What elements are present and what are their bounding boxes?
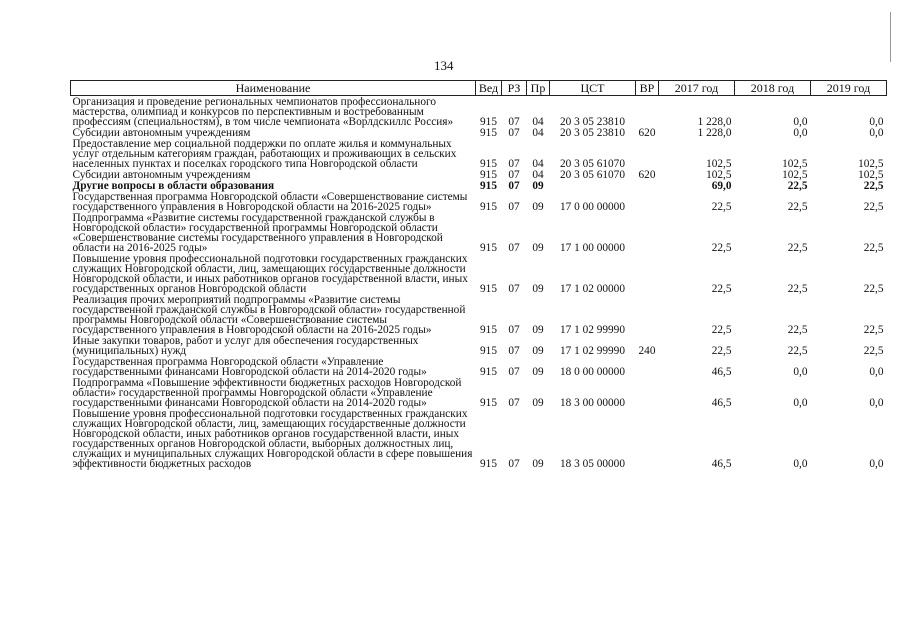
row-ved: 915 [480,180,497,192]
row-ved: 915 [480,458,497,470]
row-vr [636,356,659,377]
row-rz: 07 [508,324,520,336]
row-name: Повышение уровня профессиональной подготовки государственных гражданских служащих Новгородской области, лиц, замещающих государственные должности Новгородской области, иных работников органов государственной власти, иных государственных органов Новгородской области, выборных должностных лиц, служащих и муниципальных служащих Новгородской области в сфере повышения эффективности бюджетных расходов [72,408,473,470]
row-rz: 07 [508,283,520,295]
row-ved: 915 [480,397,497,409]
page-edge-mark [890,12,891,62]
row-name: Реализация прочих мероприятий подпрограммы «Развитие системы государственной гражданской службы в Новгородской области» государственной программы Новгородской области «Совершенствование системы государственного управления в Новгородской области на 2016-2025 годы» [72,294,466,336]
row-2017: 22,5 [711,345,732,357]
row-name: Подпрограмма «Развитие системы государственной гражданской службы в Новгородской области» государственной программы Новгородской области «Совершенствование системы государственного управления в Новгородской области на 2016-2025 годы» [72,212,443,254]
row-vr [636,408,659,469]
row-vr [636,96,659,128]
table-row [71,127,887,138]
row-cst: 17 0 00 00000 [560,201,625,213]
row-2018: 22,5 [787,324,808,336]
row-name: Другие вопросы в области образования [72,180,275,192]
row-2018: 0,0 [793,116,808,128]
row-name: Субсидии автономным учреждениям [72,127,251,139]
row-2018: 22,5 [787,345,808,357]
row-rz: 07 [508,366,520,378]
table-row [71,138,887,169]
table-header [71,81,887,96]
header-ved: Вед [476,81,502,96]
table-row [71,377,887,408]
table-row [71,169,887,180]
row-pr: 04 [532,127,544,139]
row-2019: 22,5 [863,180,884,192]
row-cst: 17 1 02 00000 [560,283,625,295]
row-pr: 04 [532,116,544,128]
row-pr: 09 [532,324,544,336]
row-2018: 22,5 [787,283,808,295]
row-pr: 09 [532,180,544,192]
row-rz: 07 [508,158,520,170]
table-row [71,294,887,335]
row-ved: 915 [480,201,497,213]
row-cst [550,180,636,191]
row-ved: 915 [480,283,497,295]
page-number: 134 [434,58,454,73]
row-2019: 0,0 [869,366,884,378]
row-2019: 22,5 [863,201,884,213]
row-2018: 102,5 [782,169,808,181]
header-rz: РЗ [502,81,527,96]
row-rz: 07 [508,169,520,181]
row-2018: 22,5 [787,180,808,192]
table-row [71,253,887,294]
row-2017: 22,5 [711,283,732,295]
row-2017: 1 228,0 [697,116,732,128]
row-pr: 09 [532,201,544,213]
row-pr: 09 [532,397,544,409]
row-2019: 22,5 [863,242,884,254]
row-name: Государственная программа Новгородской области «Совершенствование системы государственного управления в Новгородской области на 2016-2025 годы» [72,191,468,213]
row-name: Предоставление мер социальной поддержки по оплате жилья и коммунальных услуг отдельным категориям граждан, работающих и проживающих в сельских населенных пунктах и поселках городского типа Новгородской области [72,138,457,170]
row-pr: 09 [532,366,544,378]
row-2017: 46,5 [711,366,732,378]
row-pr: 09 [532,345,544,357]
row-2019: 22,5 [863,324,884,336]
row-ved: 915 [480,345,497,357]
table-row [71,335,887,356]
row-vr [636,253,659,294]
header-cst: ЦСТ [550,81,636,96]
row-vr [636,138,659,169]
row-vr [636,212,659,253]
row-2018: 22,5 [787,242,808,254]
row-rz: 07 [508,201,520,213]
header-2018: 2018 год [735,81,811,96]
row-2018: 102,5 [782,158,808,170]
row-vr [636,191,659,212]
row-2017: 22,5 [711,324,732,336]
row-2017: 69,0 [711,180,732,192]
row-name: Субсидии автономным учреждениям [72,169,251,181]
row-cst: 17 1 00 00000 [560,242,625,254]
header-2019: 2019 год [811,81,887,96]
row-name: Иные закупки товаров, работ и услуг для обеспечения государственных (муниципальных) нужд [72,335,419,357]
row-name: Повышение уровня профессиональной подготовки государственных гражданских служащих Новгородской области, лиц, замещающих государственные должности Новгородской области, и иных работников органов государственной власти, иных государственных органов Новгородской области [72,253,468,295]
row-vr [636,180,659,191]
row-rz: 07 [508,242,520,254]
row-cst: 20 3 05 23810 [560,116,625,128]
row-2019: 0,0 [869,127,884,139]
table-row-section [71,180,887,191]
row-2017: 102,5 [706,169,732,181]
row-cst: 18 0 00 00000 [560,366,625,378]
table-row [71,356,887,377]
header-2017: 2017 год [659,81,735,96]
row-2018: 0,0 [793,366,808,378]
row-cst: 18 3 05 00000 [560,458,625,470]
table-row [71,408,887,469]
row-cst: 20 3 05 61070 [560,158,625,170]
row-pr: 09 [532,242,544,254]
row-2019: 0,0 [869,458,884,470]
row-ved: 915 [480,366,497,378]
table-row [71,191,887,212]
row-vr: 620 [638,169,656,181]
row-pr: 09 [532,283,544,295]
row-cst: 18 3 00 00000 [560,397,625,409]
table-row [71,212,887,253]
row-cst: 17 1 02 99990 [560,324,625,336]
row-2017: 46,5 [711,458,732,470]
row-name: Подпрограмма «Повышение эффективности бюджетных расходов Новгородской области» государственной программы Новгородской области «Управление государственными финансами Новгородской области на 2014-2020 годы» [72,377,462,409]
row-2017: 1 228,0 [697,127,732,139]
row-ved: 915 [480,116,497,128]
row-rz: 07 [508,397,520,409]
row-2017: 22,5 [711,242,732,254]
row-2019: 22,5 [863,283,884,295]
row-pr: 04 [532,158,544,170]
row-pr: 04 [532,169,544,181]
row-vr [636,377,659,408]
row-ved: 915 [480,127,497,139]
row-cst: 20 3 05 23810 [560,127,625,139]
row-2018: 22,5 [787,201,808,213]
table-row [71,96,887,128]
row-2019: 102,5 [858,158,884,170]
row-cst: 20 3 05 61070 [560,169,625,181]
row-2018: 0,0 [793,127,808,139]
row-2019: 0,0 [869,397,884,409]
header-vr: ВР [636,81,659,96]
row-cst: 17 1 02 99990 [560,345,625,357]
row-vr [636,294,659,335]
row-rz: 07 [508,127,520,139]
row-rz: 07 [508,180,520,192]
header-name: Наименование [71,81,476,96]
row-ved: 915 [480,158,497,170]
row-pr: 09 [532,458,544,470]
table-body [71,96,887,470]
budget-table [70,80,887,469]
header-pr: Пр [527,81,550,96]
row-2019: 0,0 [869,116,884,128]
row-2017: 102,5 [706,158,732,170]
row-2019: 102,5 [858,169,884,181]
row-name: Государственная программа Новгородской области «Управление государственными финансами Новгородской области на 2014-2020 годы» [72,356,427,378]
row-2018: 0,0 [793,397,808,409]
row-rz: 07 [508,345,520,357]
row-2019: 22,5 [863,345,884,357]
row-rz: 07 [508,458,520,470]
row-ved: 915 [480,169,497,181]
row-2017: 46,5 [711,397,732,409]
row-ved: 915 [480,324,497,336]
row-vr: 240 [638,345,656,357]
row-2018: 0,0 [793,458,808,470]
row-rz: 07 [508,116,520,128]
row-2017: 22,5 [711,201,732,213]
row-ved: 915 [480,242,497,254]
row-name: Организация и проведение региональных чемпионатов профессионального мастерства, олимпиад и конкурсов по перспективным и востребованным профессиям (специальностям), в том числе чемпионата «Ворлдскиллс Россия» [72,96,454,128]
row-vr: 620 [638,127,656,139]
